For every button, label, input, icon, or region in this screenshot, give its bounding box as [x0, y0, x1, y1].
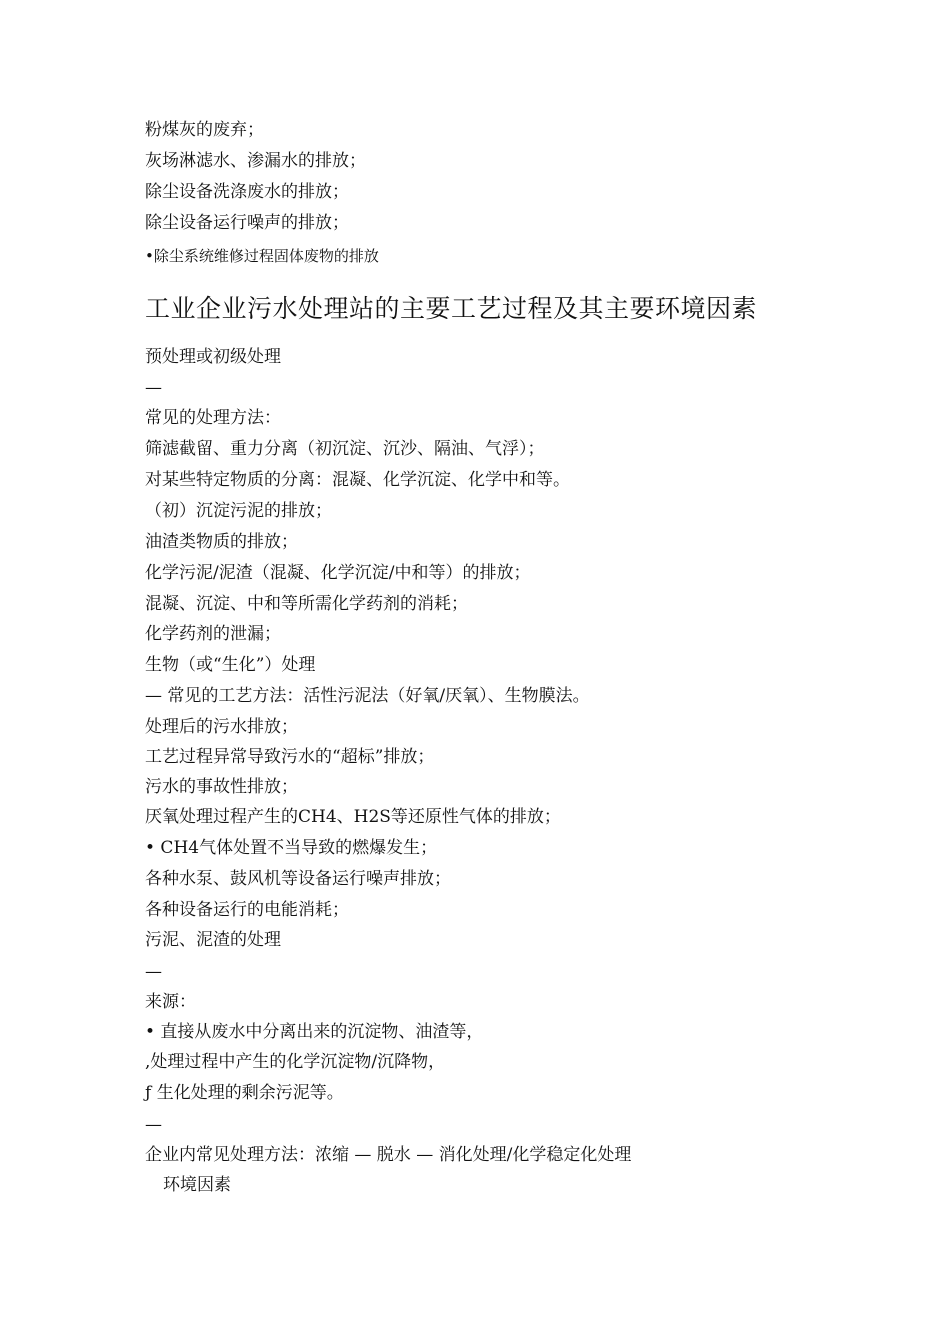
text-line: 除尘设备洗涤废水的排放；	[145, 182, 349, 202]
text-line: 生物（或“生化”）处理	[145, 655, 316, 675]
text-line: 化学药剂的泄漏；	[145, 624, 281, 644]
text-line: 环境因素	[163, 1175, 231, 1195]
text-line: •除尘系统维修过程固体废物的排放	[145, 247, 379, 265]
text-line: 污水的事故性排放；	[145, 777, 298, 797]
section-heading: 工业企业污水处理站的主要工艺过程及其主要环境因素	[145, 294, 758, 323]
text-line: 油渣类物质的排放；	[145, 532, 298, 552]
text-line: 企业内常见处理方法：浓缩 — 脱水 — 消化处理/化学稳定化处理	[145, 1145, 632, 1165]
text-line: 混凝、沉淀、中和等所需化学药剂的消耗；	[145, 594, 468, 614]
text-line: （初）沉淀污泥的排放；	[145, 501, 332, 521]
text-line: 化学污泥/泥渣（混凝、化学沉淀/中和等）的排放；	[145, 563, 531, 583]
text-line: 污泥、泥渣的处理	[145, 930, 281, 950]
text-line: 筛滤截留、重力分离（初沉淀、沉沙、隔油、气浮）；	[145, 439, 545, 459]
text-line: — 常见的工艺方法：活性污泥法（好氧/厌氧）、生物膜法。	[145, 686, 590, 706]
text-line: ƒ 生化处理的剩余污泥等。	[145, 1083, 344, 1103]
text-line: • CH4气体处置不当导致的燃爆发生；	[145, 838, 438, 858]
dash-line: —	[145, 1115, 162, 1135]
text-line: 厌氧处理过程产生的CH4、H2S等还原性气体的排放；	[145, 807, 561, 827]
text-line: 工艺过程异常导致污水的“超标”排放；	[145, 747, 435, 767]
dash-line: —	[145, 378, 162, 398]
text-line: 常见的处理方法：	[145, 408, 281, 428]
text-line: • 直接从废水中分离出来的沉淀物、油渣等，	[145, 1022, 484, 1042]
text-line: 灰场淋滤水、渗漏水的排放；	[145, 151, 366, 171]
dash-line: —	[145, 962, 162, 982]
text-line: 除尘设备运行噪声的排放；	[145, 213, 349, 233]
text-line: 各种水泵、鼓风机等设备运行噪声排放；	[145, 869, 451, 889]
text-line: 预处理或初级处理	[145, 347, 281, 367]
text-line: 粉煤灰的废弃；	[145, 120, 264, 140]
text-line: ,处理过程中产生的化学沉淀物/沉降物，	[145, 1052, 446, 1072]
text-line: 来源：	[145, 992, 196, 1012]
text-line: 处理后的污水排放；	[145, 717, 298, 737]
text-line: 各种设备运行的电能消耗；	[145, 900, 349, 920]
text-line: 对某些特定物质的分离：混凝、化学沉淀、化学中和等。	[145, 470, 570, 490]
